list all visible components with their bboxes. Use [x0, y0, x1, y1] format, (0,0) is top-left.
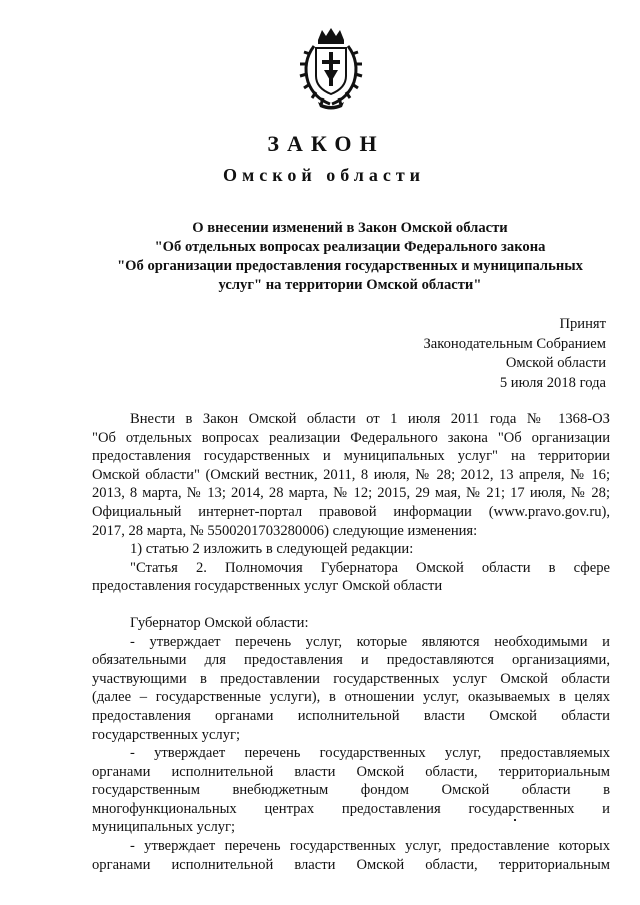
law-body: [92, 410, 610, 874]
adoption-line: Законодательным Собранием: [423, 335, 606, 352]
bullet-2: [92, 744, 610, 837]
scan-speck: [514, 819, 516, 821]
text-line: органами исполнительной власти Омской области, территориальным: [92, 856, 610, 873]
text-line: предоставления государственных и муниципальных услуг" на территории: [92, 448, 610, 465]
article-heading: [92, 559, 610, 596]
adoption-date: 5 июля 2018 года: [499, 374, 606, 391]
law-subtitle: Омской области: [222, 165, 426, 185]
text-line: предоставления органами исполнительной власти Омской области: [92, 707, 610, 724]
heading-line: услуг" на территории Омской области": [218, 277, 482, 293]
adoption-line: Омской области: [505, 355, 606, 371]
text-line: "Об отдельных вопросах реализации Федерального закона "Об организации: [92, 429, 610, 446]
text-line: "Статья 2. Полномочия Губернатора Омской области в сфере: [130, 559, 610, 576]
adoption-block: [424, 315, 607, 393]
text-line: предоставления государственных услуг Омской области: [92, 578, 443, 595]
text-line: - утверждает перечень услуг, которые являются необходимыми и: [130, 633, 610, 650]
adoption-line: Принят: [559, 316, 606, 332]
text-line: 1) статью 2 изложить в следующей редакции:: [130, 541, 414, 558]
text-line: Омской области" (Омский вестник, 2011, 8 июля, № 28; 2012, 13 апреля, № 16;: [92, 466, 610, 483]
bullet-3: [92, 837, 610, 874]
text-line: участвующими в предоставлении государственных услуг Омской области: [92, 670, 610, 687]
law-heading: [90, 219, 610, 295]
text-line: Официальный интернет-портал правовой информации (www.pravo.gov.ru),: [92, 503, 610, 520]
bullet-1: [92, 633, 610, 745]
text-line: Внести в Закон Омской области от 1 июля 2011 года № 1368-ОЗ: [130, 411, 610, 427]
governor-paragraph: [92, 614, 610, 633]
text-line: Губернатор Омской области:: [130, 614, 309, 631]
text-line: - утверждает перечень государственных услуг, предоставляемых: [130, 745, 610, 762]
text-line: государственным внебюджетным фондом Омской области в: [92, 782, 610, 799]
text-line: муниципальных услуг;: [92, 819, 236, 836]
text-line: 2017, 28 марта, № 5500201703280006) следующие изменения:: [92, 522, 478, 539]
text-line: органами исполнительной власти Омской области, территориальным: [92, 763, 610, 780]
intro-paragraph: [92, 410, 610, 540]
law-title: ЗАКОН: [267, 131, 385, 156]
text-line: многофункциональных центрах предоставления государственных и: [92, 800, 610, 817]
text-line: государственных услуг;: [92, 726, 241, 743]
text-line: - утверждает перечень государственных услуг, предоставление которых: [130, 838, 610, 855]
text-line: обязательными для предоставления и предоставляются организациями,: [92, 652, 610, 669]
heading-line: О внесении изменений в Закон Омской области: [192, 220, 508, 236]
text-line: (далее – государственные услуги), в отношении услуг, оказываемых в целях: [92, 689, 610, 706]
omsk-coat-of-arms-emblem: [296, 26, 366, 110]
heading-line: "Об организации предоставления государственных и муниципальных: [117, 258, 583, 274]
text-line: 2013, 8 марта, № 13; 2014, 28 марта, № 12; 2015, 29 мая, № 21; 17 июля, № 28;: [92, 485, 610, 502]
item-1: [92, 540, 610, 559]
heading-line: "Об отдельных вопросах реализации Федерального закона: [154, 239, 546, 255]
